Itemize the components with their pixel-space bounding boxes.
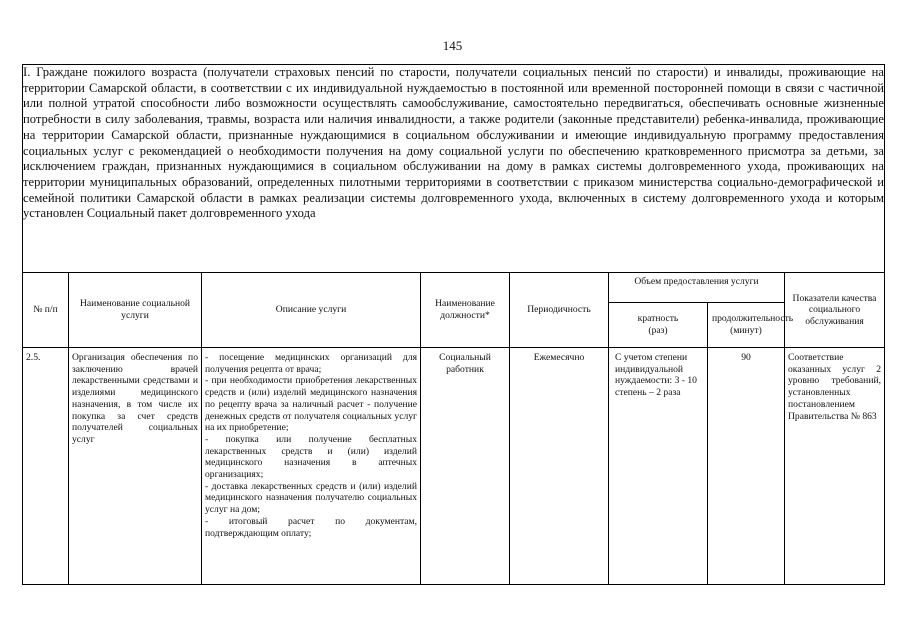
- services-table: [22, 64, 885, 585]
- header-row-top: [23, 273, 885, 303]
- header-volume: Объем предоставления услуги: [609, 273, 785, 303]
- row-duration: 90: [708, 348, 785, 585]
- header-frequency: кратность (раз): [609, 303, 708, 348]
- header-description: Описание услуги: [202, 273, 421, 348]
- row-num: 2.5.: [23, 348, 69, 585]
- row-periodicity: Ежемесячно: [510, 348, 609, 585]
- description-item: - доставка лекарственных средств и (или) изделий медицинского назначения получателю социальных услуг на дом;: [205, 480, 417, 516]
- category-description: I. Граждане пожилого возраста (получатели страховых пенсий по старости, получатели социальных пенсий по старости) и инвалиды, проживающие на территории Самарской области, в соответствии с их индивидуальной нуждаемостью в постоянной или временной посторонней помощи в связи с частичной или полной утратой способности либо возможности осуществлять самообслуживание, самостоятельно передвигаться, обеспечивать основные жизненные потребности в силу заболевания, травмы, возраста или наличия инвалидности, а также родители (законные представители) ребенка-инвалида, проживающие на территории Самарской области, признанные нуждающимися в социальном обслуживании и имеющие индивидуальную программу предоставления социальных услуг с рекомендацией о необходимости получения на дому социальной услуги по обеспечению кратковременного присмотра за детьми, за исключением граждан, признанных нуждающимися в социальном обслуживании на дому в рамках системы долговременного ухода, проживающих на территории муниципальных образований, определенных пилотными территориями в соответствии с приказом министерства социально-демографической и семейной политики Самарской области в рамках реализации системы долговременного ухода, включенных в систему долговременного ухода и которым установлен Социальный пакет долговременного ухода: [23, 65, 885, 273]
- header-num: № п/п: [23, 273, 69, 348]
- page-number: 145: [442, 38, 463, 53]
- description-item: - покупка или получение бесплатных лекарственных средств и (или) изделий медицинского назначения в аптечных организациях;: [205, 433, 417, 481]
- header-periodicity: Периодичность: [510, 273, 609, 348]
- table-row: [23, 348, 885, 585]
- row-quality: Соответствие оказанных услуг 2 уровню требований, установленных постановлением Правительства № 863: [785, 348, 885, 585]
- row-description: [202, 348, 421, 585]
- header-service-name: Наименование социальной услуги: [69, 273, 202, 348]
- description-item: - итоговый расчет по документам, подтверждающим оплату;: [205, 515, 417, 539]
- description-item: - при необходимости приобретения лекарственных средств и (или) изделий медицинского назначения по рецепту врача за наличный расчет - получение денежных средств от получателя социальных услуг на их приобретение;: [205, 375, 417, 434]
- header-duration: продолжительность (минут): [708, 303, 785, 348]
- row-frequency: С учетом степени индивидуальной нуждаемости: 3 - 10 степень – 2 раза: [609, 348, 708, 585]
- row-position: Социальный работник: [421, 348, 510, 585]
- row-service-name: Организация обеспечения по заключению врачей лекарственными средствами и изделиями медицинского назначения, в том числе их покупка за счет средств получателей социальных услуг: [69, 348, 202, 585]
- header-quality: Показатели качества социального обслуживания: [785, 273, 885, 348]
- description-item: - посещение медицинских организаций для получения рецепта от врача;: [205, 352, 417, 375]
- intro-row: [23, 65, 885, 273]
- header-position: Наименование должности*: [421, 273, 510, 348]
